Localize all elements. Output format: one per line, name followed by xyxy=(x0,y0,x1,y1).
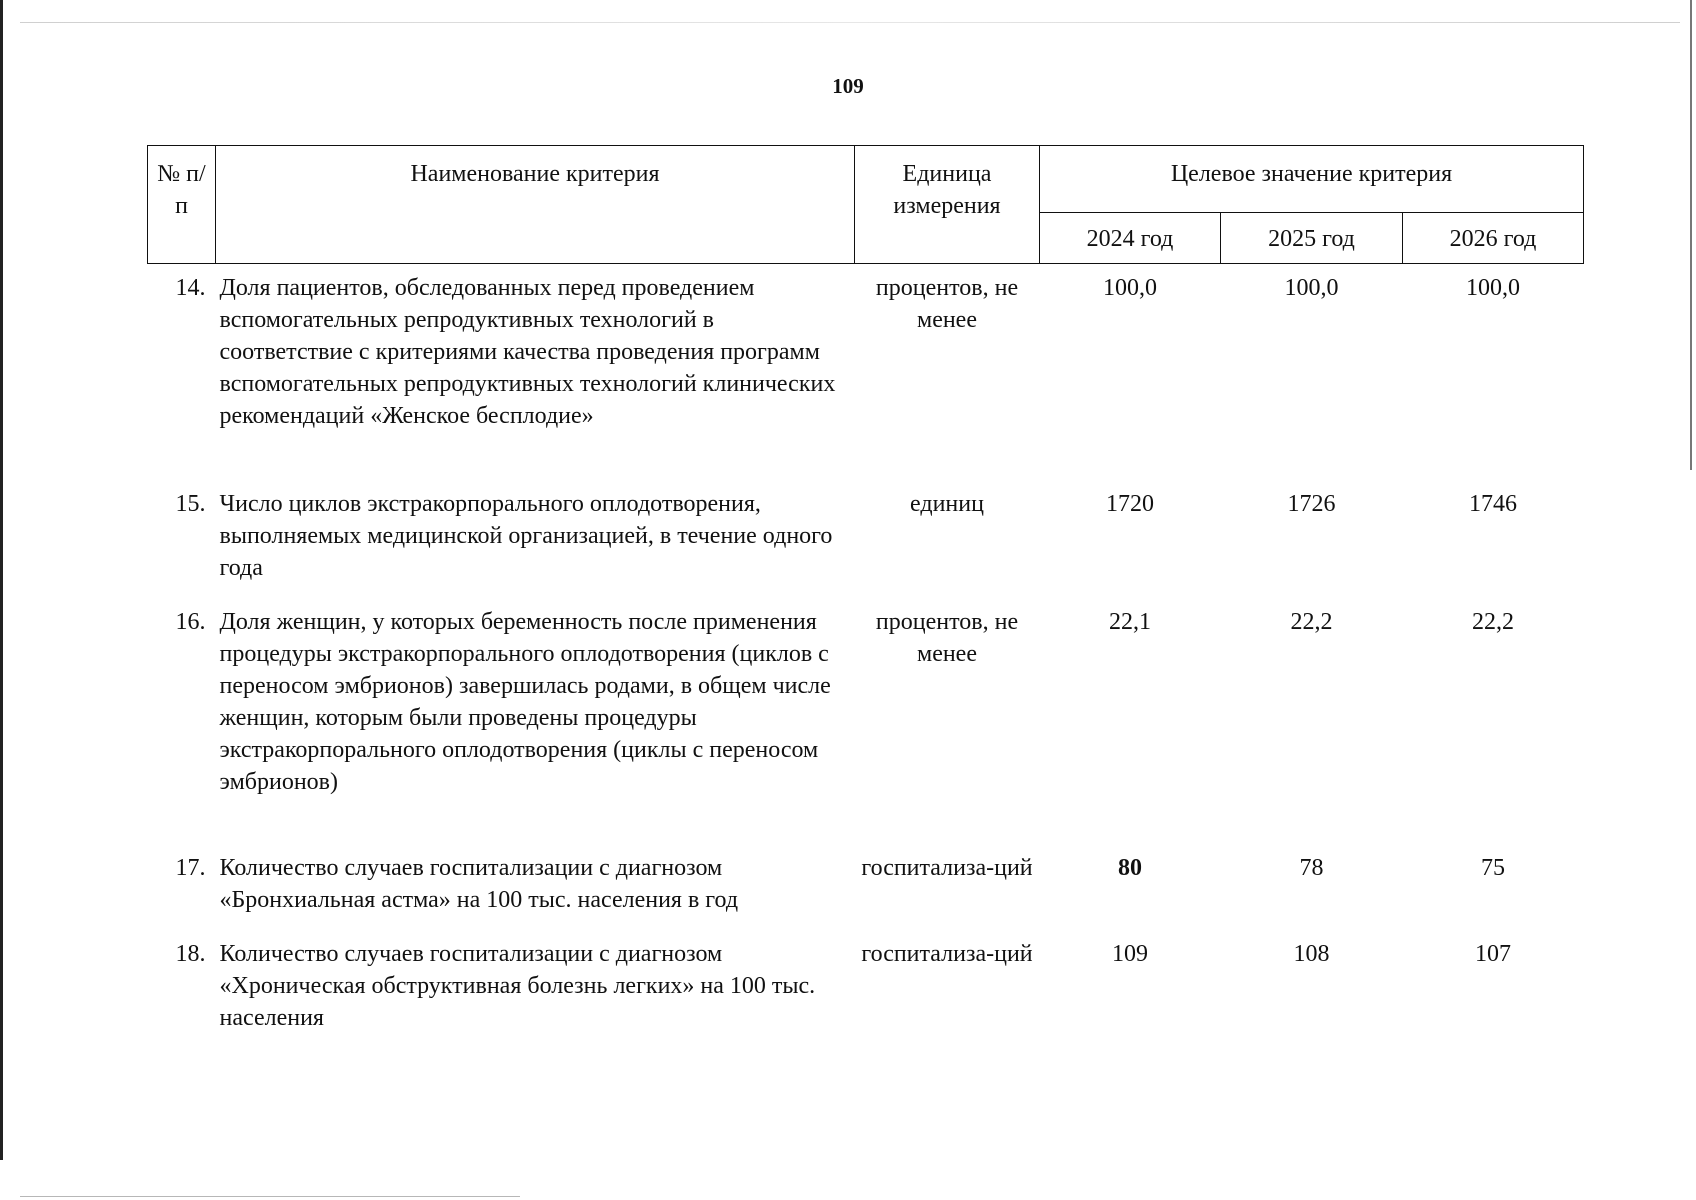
row-number: 16. xyxy=(175,608,206,635)
value-2026: 22,2 xyxy=(1472,608,1514,635)
value-2024: 1720 xyxy=(1106,490,1154,517)
unit-cell: госпитализа-ций xyxy=(861,854,1033,881)
criterion-name: Количество случаев госпитализации с диагнозом «Хроническая обструктивная болезнь легких» на 100 тыс. населения xyxy=(219,940,816,1031)
value-2024: 80 xyxy=(1118,854,1142,881)
header-year-2025: 2025 год xyxy=(1221,213,1403,264)
value-2026: 107 xyxy=(1475,940,1511,967)
scan-edge-top xyxy=(20,22,1680,23)
header-year-2026: 2026 год xyxy=(1403,213,1584,264)
value-2026: 100,0 xyxy=(1466,275,1520,301)
value-2024: 100,0 xyxy=(1103,275,1157,301)
value-2025: 1726 xyxy=(1287,490,1336,517)
criterion-name: Доля пациентов, обследованных перед проведением вспомогательных репродуктивных технологий в соответствие с критериями качества проведения программ вспомогательных репродуктивных технологий клинических рекомендаций «Женское бесплодие» xyxy=(219,275,836,429)
scan-edge-right xyxy=(1690,0,1692,470)
header-year-2024: 2024 год xyxy=(1040,213,1221,264)
criterion-name: Число циклов экстракорпорального оплодотворения, выполняемых медицинской организацией, в течение одного года xyxy=(219,490,833,581)
criteria-table xyxy=(147,145,1584,1034)
value-2025: 22,2 xyxy=(1290,608,1333,635)
table-row xyxy=(148,598,1584,844)
value-2026: 75 xyxy=(1481,854,1505,881)
header-number: № п/п xyxy=(148,146,216,264)
row-number: 14. xyxy=(175,275,206,301)
criterion-name: Количество случаев госпитализации с диагнозом «Бронхиальная астма» на 100 тыс. населения в год xyxy=(219,854,739,913)
value-2025: 100,0 xyxy=(1284,275,1339,301)
header-target-value: Целевое значение критерия xyxy=(1040,146,1584,213)
unit-cell: процентов, не менее xyxy=(875,608,1019,667)
value-2024: 22,1 xyxy=(1109,608,1151,635)
row-number: 17. xyxy=(175,854,206,881)
table-row xyxy=(148,480,1584,598)
scan-edge-bottom xyxy=(20,1196,520,1197)
unit-cell: госпитализа-ций xyxy=(861,940,1033,967)
value-2026: 1746 xyxy=(1469,490,1517,517)
unit-cell: процентов, не менее xyxy=(875,275,1019,333)
table-row xyxy=(148,844,1584,930)
criterion-name: Доля женщин, у которых беременность после применения процедуры экстракорпорального оплодотворения (циклов с переносом эмбрионов) завершилась родами, в общем числе женщин, которым были проведены процедуры экстракорпорального оплодотворения (циклы с переносом эмбрионов) xyxy=(219,608,831,795)
value-2025: 108 xyxy=(1293,940,1330,967)
table-row xyxy=(148,264,1584,480)
row-number: 15. xyxy=(175,490,206,517)
value-2024: 109 xyxy=(1112,940,1148,967)
row-number: 18. xyxy=(175,940,206,967)
header-unit: Единица измерения xyxy=(855,146,1040,264)
scan-edge-left xyxy=(0,0,3,1160)
header-criterion-name: Наименование критерия xyxy=(216,146,855,264)
value-2025: 78 xyxy=(1299,854,1324,881)
unit-cell: единиц xyxy=(910,490,984,517)
table-row xyxy=(148,930,1584,1034)
page-number: 109 xyxy=(832,74,864,98)
